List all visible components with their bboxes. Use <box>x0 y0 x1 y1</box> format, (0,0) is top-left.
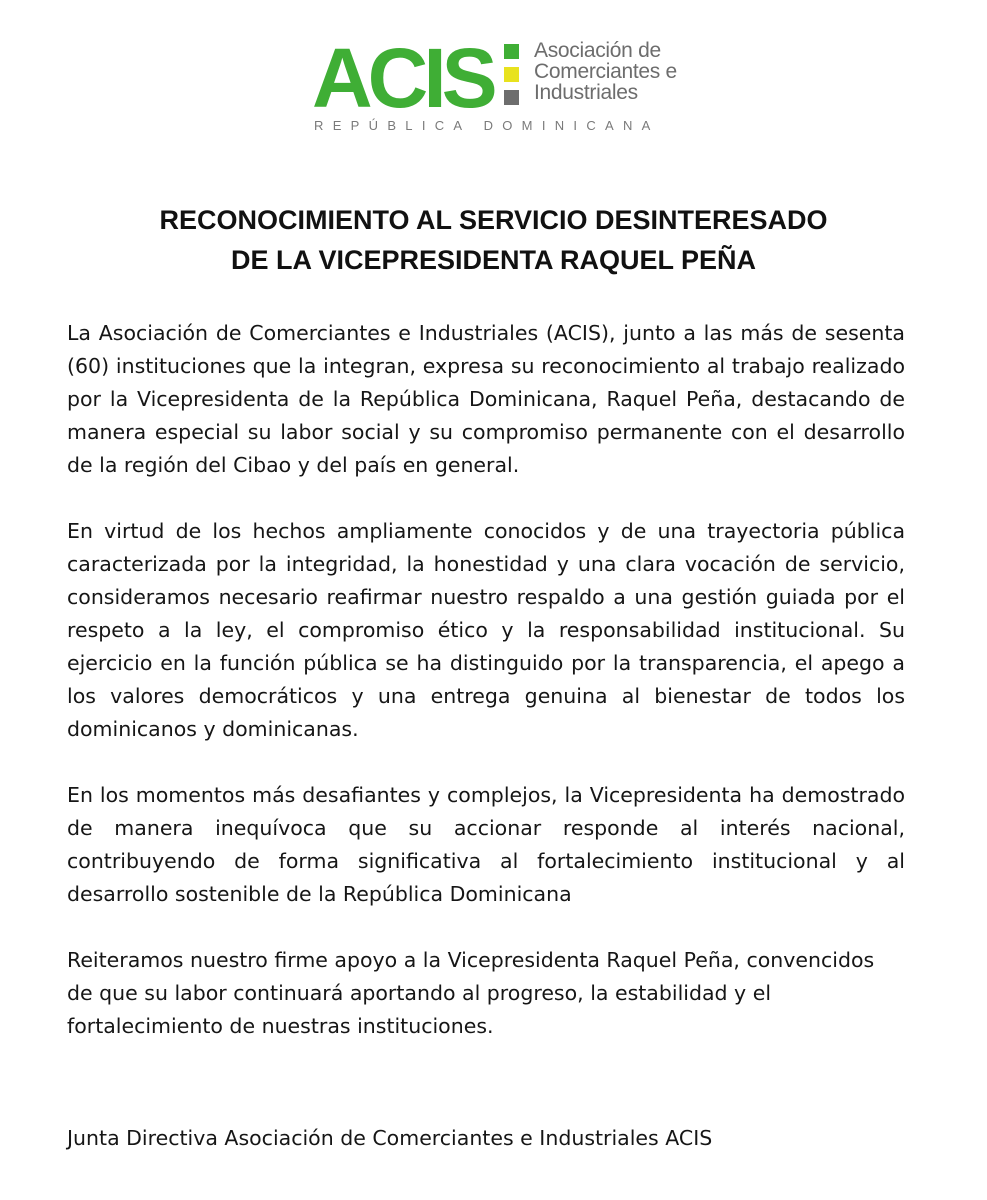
document-title <box>60 200 927 280</box>
logo-name-line: Comerciantes e <box>534 60 677 83</box>
logo-name-line: Asociación de <box>534 39 661 62</box>
body-paragraph-2: En virtud de los hechos ampliamente conocidos y de una trayectoria pública caracterizada por la integridad, la honestidad y una clara vocación de servicio, consideramos necesario reafirmar nuestro respaldo a una gestión guiada por el respeto a la ley, el compromiso ético y la responsabilidad institucional. Su ejercicio en la función pública se ha distinguido por la transparencia, el apego a los valores democráticos y una entrega genuina al bienestar de todos los dominicanos y dominicanas. <box>67 519 905 741</box>
title-line-1: RECONOCIMIENTO AL SERVICIO DESINTERESADO <box>159 205 828 235</box>
logo-square-green <box>504 44 519 59</box>
signature-line: Junta Directiva Asociación de Comerciantes e Industriales ACIS <box>67 1126 713 1150</box>
body-paragraph-4: Reiteramos nuestro firme apoyo a la Vicepresidenta Raquel Peña, convencidos de que su labor continuará aportando al progreso, la estabilidad y el fortalecimiento de nuestras instituciones. <box>67 948 875 1038</box>
logo-squares-icon <box>504 44 520 106</box>
title-line-2: DE LA VICEPRESIDENTA RAQUEL PEÑA <box>230 245 757 275</box>
logo-wordmark: ACIS <box>312 31 493 125</box>
logo-square-gray <box>504 90 519 105</box>
logo-organization-name <box>534 40 677 103</box>
logo-name-line: Industriales <box>534 81 638 104</box>
body-paragraph-1: La Asociación de Comerciantes e Industriales (ACIS), junto a las más de sesenta (60) instituciones que la integran, expresa su reconocimiento al trabajo realizado por la Vicepresidenta de la República Dominicana, Raquel Peña, destacando de manera especial su labor social y su compromiso permanente con el desarrollo de la región del Cibao y del país en general. <box>67 321 905 477</box>
body-paragraph-3: En los momentos más desafiantes y complejos, la Vicepresidenta ha demostrado de manera inequívoca que su accionar responde al interés nacional, contribuyendo de forma significativa al fortalecimiento institucional y al desarrollo sostenible de la República Dominicana <box>67 783 905 906</box>
acis-logo <box>312 31 702 138</box>
document-body <box>67 317 905 1076</box>
logo-square-yellow <box>504 67 519 82</box>
logo-country: REPÚBLICA DOMINICANA <box>314 118 660 133</box>
